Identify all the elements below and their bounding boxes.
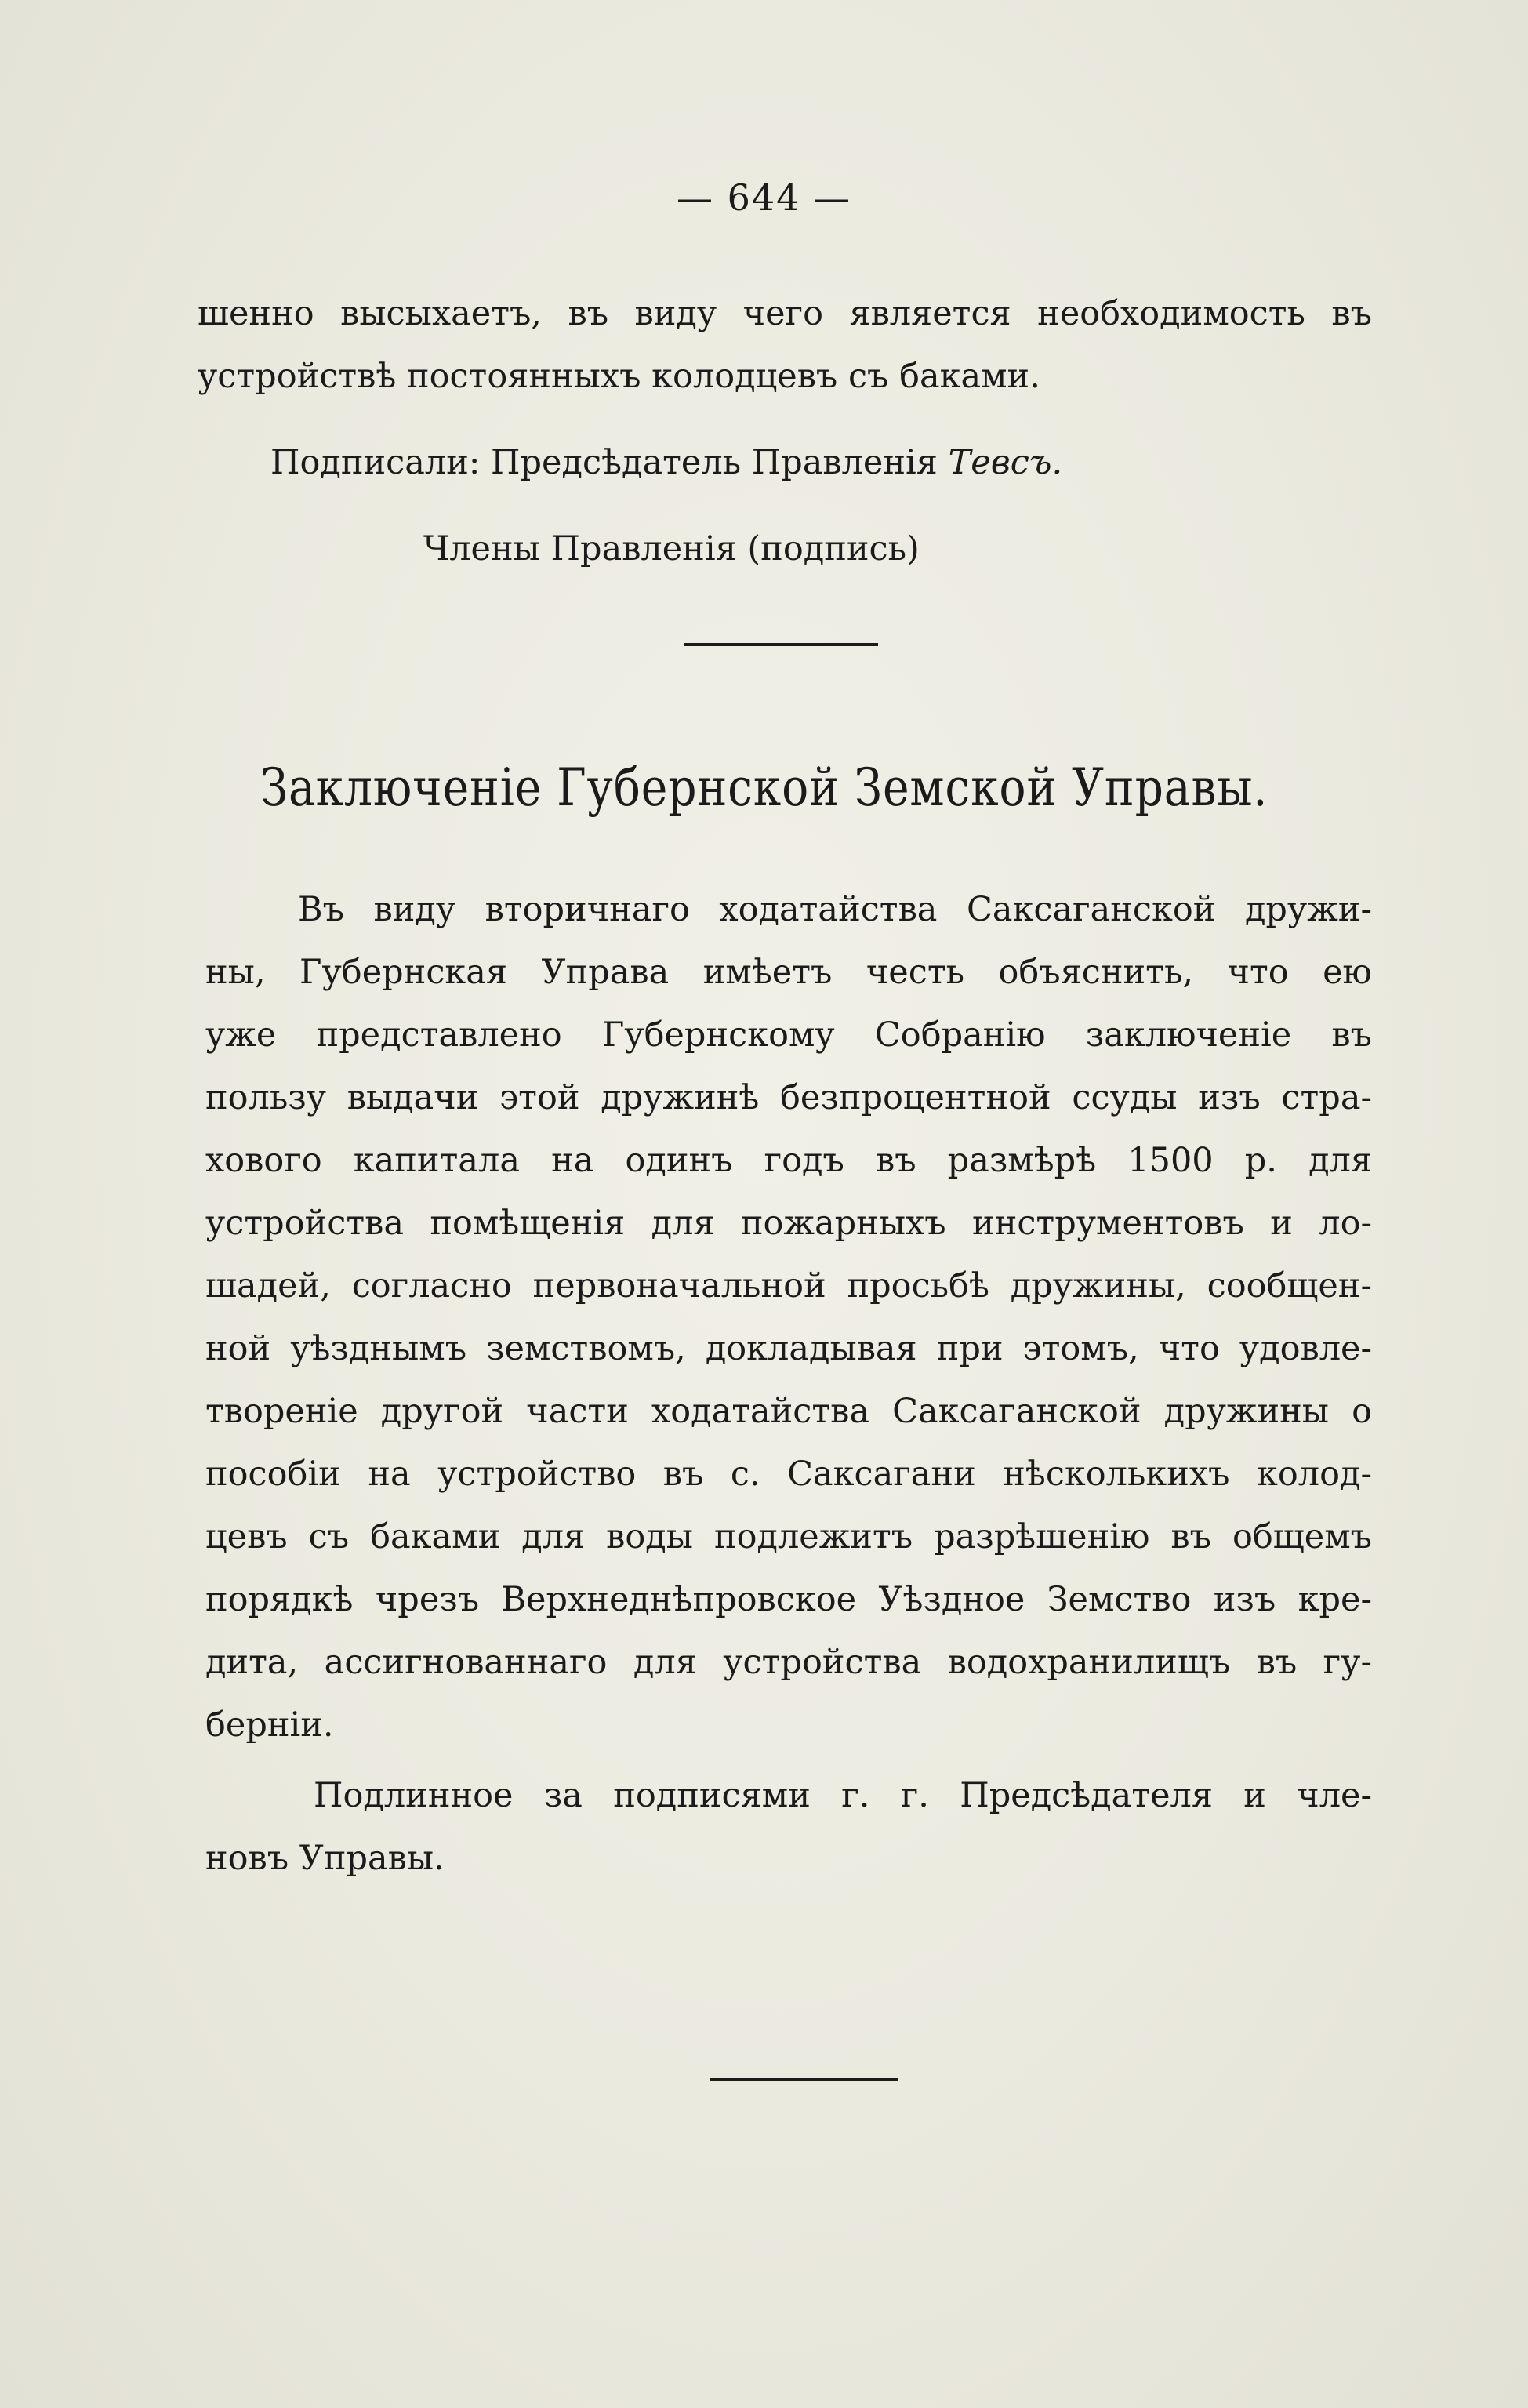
text-line: ной уѣзднымъ земствомъ, докладывая при этомъ, что удовле- [205,1329,1372,1368]
signature-line [270,439,1062,486]
separator-rule [684,643,878,646]
text-line: пособіи на устройство въ с. Саксагани нѣсколькихъ колод- [205,1455,1372,1494]
text-line: ны, Губернская Управа имѣетъ честь объяснить, что ею [205,953,1372,992]
signature-line: Члены Правленія (подпись) [423,529,920,568]
text-line: порядкѣ чрезъ Верхнеднѣпровское Уѣздное Земство изъ кре- [205,1580,1372,1619]
text-line: цевъ съ баками для воды подлежитъ разрѣшенію въ общемъ [205,1517,1372,1556]
text-line: берніи. [205,1705,334,1745]
page-number: — 644 — [676,176,852,219]
text-line: твореніе другой части ходатайства Саксаганской дружины о [205,1392,1372,1431]
text-line: новъ Управы. [205,1839,445,1878]
text-line: Подлинное за подписями г. г. Предсѣдателя и чле- [314,1776,1372,1815]
text-line: уже представлено Губернскому Собранію заключеніе въ [205,1015,1372,1055]
section-heading: Заключеніе Губернской Земской Управы. [260,757,1268,818]
text-line: устройства помѣщенія для пожарныхъ инструментовъ и ло- [205,1204,1372,1243]
text-line: дита, ассигнованнаго для устройства водохранилищъ въ гу- [205,1643,1372,1682]
text-line: пользу выдачи этой дружинѣ безпроцентной ссуды изъ стра- [205,1078,1372,1117]
text-line: Въ виду вторичнаго ходатайства Саксаганской дружи- [298,890,1372,929]
text-line: устройствѣ постоянныхъ колодцевъ съ баками. [198,357,1040,396]
text-line: шенно высыхаетъ, въ виду чего является необходимость въ [198,294,1372,333]
signature-prefix: Подписали: Предсѣдатель Правленія [270,443,938,482]
separator-rule [710,2078,898,2081]
text-line: хового капитала на одинъ годъ въ размѣрѣ 1500 р. для [205,1141,1372,1180]
text-line: шадей, согласно первоначальной просьбѣ дружины, сообщен- [205,1266,1372,1306]
signature-name: Тевсъ. [948,443,1063,482]
